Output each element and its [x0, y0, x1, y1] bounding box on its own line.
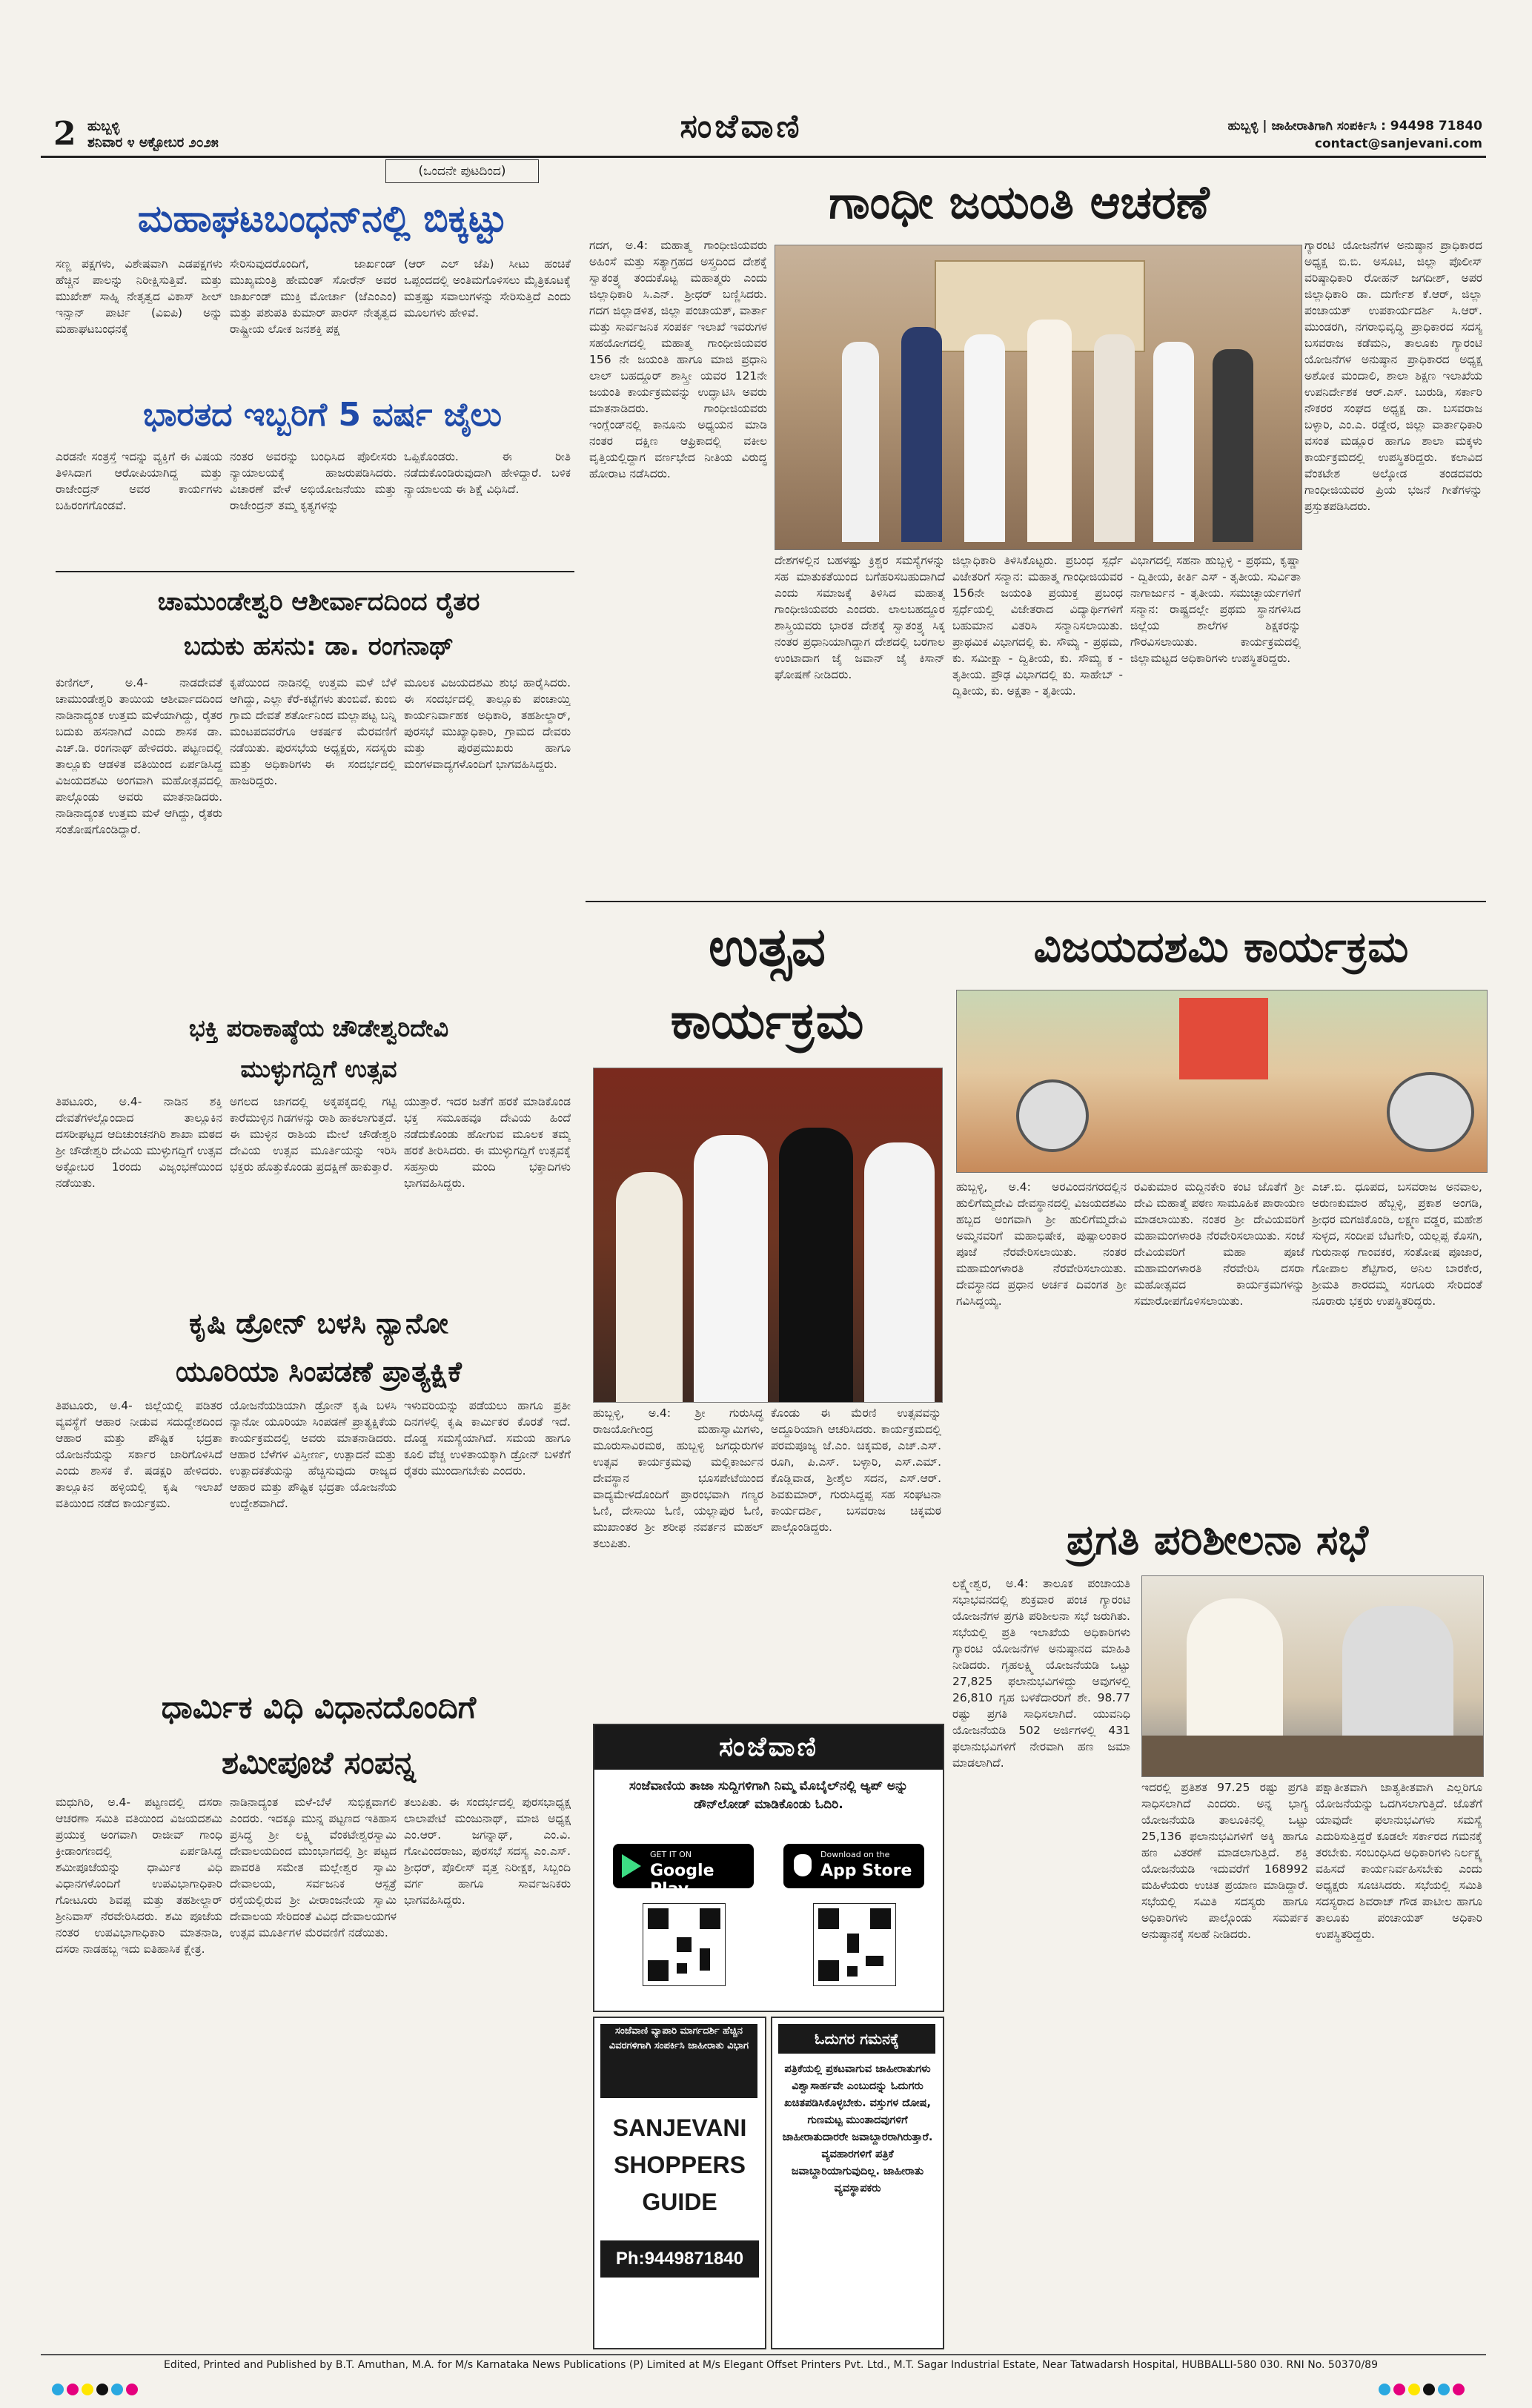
black-dot	[1423, 2384, 1435, 2395]
story5-col3: ಇಳುವರಿಯನ್ನು ಪಡೆಯಲು ಹಾಗೂ ಪ್ರತೀ ದಿನಗಳಲ್ಲಿ ಕೃಷಿ ಕಾರ್ಮಿಕರ ಕೊರತೆ ಇದೆ. ದೊಡ್ಡ ಸಮಸ್ಯೆಯಾಗಿದೆ. ಸಮಯ ಹಾಗೂ ಕೂಲಿ ವೆಚ್ಚ ಉಳಿತಾಯಕ್ಕಾಗಿ ಡ್ರೋನ್ ಬಳಕೆಗೆ ರೈತರು ಮುಂದಾಗಬೇಕು ಎಂದರು.	[404, 1399, 571, 1478]
qr-code-icon[interactable]	[643, 1903, 726, 1986]
shoppers-guide-ad[interactable]	[593, 2017, 766, 2349]
header-rule	[41, 156, 1486, 158]
story4-headline-line2: ಮುಳ್ಳುಗದ್ದಿಗೆ ಉತ್ಸವ	[240, 1055, 397, 1083]
story10-photo	[1141, 1575, 1484, 1777]
qr-cell	[700, 1948, 710, 1971]
story9-col1: ಹುಬ್ಬಳ್ಳಿ, ಅ.4: ಅರವಿಂದನಗರದಲ್ಲಿನ ಹುಲಿಗೆಮ್ಮದೇವಿ ದೇವಸ್ಥಾನದಲ್ಲಿ ವಿಜಯದಶಮಿ ಹಬ್ಬದ ಅಂಗವಾಗಿ ಶ್ರೀ ಹುಲಿಗೆಮ್ಮದೇವಿ ಅಮ್ಮನವರಿಗೆ ಮಹಾಭಿಷೇಕ, ಪುಷ್ಪಾಲಂಕಾರ ಪೂಜೆ ನೆರವೇರಿಸಲಾಯಿತು. ನಂತರ ಮಹಾಮಂಗಳಾರತಿ ನೆರವೇರಿಸಲಾಯಿತು. ದೇವಸ್ಥಾನದ ಪ್ರಧಾನ ಅರ್ಚಕ ದಿವಂಗತ ಶ್ರೀ ಗವಿಸಿದ್ದಯ್ಯ.	[956, 1180, 1127, 1308]
dateline-date: ಶನಿವಾರ ೪ ಅಕ್ಟೋಬರ ೨೦೨೫	[87, 135, 219, 150]
story3-col3: ಮೂಲಕ ವಿಜಯದಶಮಿ ಶುಭ ಹಾರೈಸಿದರು. ಈ ಸಂದರ್ಭದಲ್ಲಿ ತಾಲ್ಲೂಕು ಪಂಚಾಯ್ತಿ ಕಾರ್ಯನಿರ್ವಾಹಕ ಅಧಿಕಾರಿ, ತಹಶೀಲ್ದಾರ್, ಪುರಸಭೆ ಮುಖ್ಯಾಧಿಕಾರಿ, ಗ್ರಾಮದ ದೇವರು ಮತ್ತು ಪುರಪ್ರಮುಖರು ಹಾಗೂ ಮಂಗಳವಾದ್ಯಗಳೊಂದಿಗೆ ಭಾಗವಹಿಸಿದ್ದರು.	[404, 676, 571, 771]
story10-col-mid: ಇದರಲ್ಲಿ ಪ್ರತಿಶತ 97.25 ರಷ್ಟು ಪ್ರಗತಿ ಸಾಧಿಸಲಾಗಿದೆ ಎಂದರು. ಅನ್ನ ಭಾಗ್ಯ ಯೋಜನೆಯಡಿ ತಾಲೂಕಿನಲ್ಲಿ ಒಟ್ಟು 25,136 ಫಲಾನುಭವಿಗಳಿಗೆ ಅಕ್ಕಿ ಹಾಗೂ ಹಣ ವಿತರಣೆ ಮಾಡಲಾಗುತ್ತಿದೆ. ಶಕ್ತಿ ಯೋಜನೆಯಡಿ ಇದುವರೆಗೆ 168992 ಮಹಿಳೆಯರು ಉಚಿತ ಪ್ರಯಾಣ ಮಾಡಿದ್ದಾರೆ. ಸಭೆಯಲ್ಲಿ ಸಮಿತಿ ಸದಸ್ಯರು ಹಾಗೂ ಅಧಿಕಾರಿಗಳು ಪಾಲ್ಗೊಂಡು ಸಮರ್ಪಕ ಅನುಷ್ಠಾನಕ್ಕೆ ಸಲಹೆ ನೀಡಿದರು.	[1141, 1781, 1308, 1941]
story7-col-r: ವಿಭಾಗದಲ್ಲಿ ಸಹನಾ ಹುಬ್ಬಳ್ಳಿ - ಪ್ರಥಮ, ಕೃಷ್ಣಾ - ದ್ವಿತೀಯ, ಕೀರ್ತಿ ಎಸ್ - ತೃತೀಯ. ಸುರ್ವಿತಾ ನಾಗಾರ್ಜುನ - ತೃತೀಯ. ಸಮುಚ್ಛಾರ್ಯಗಳಿಗೆ ಸನ್ಮಾನ: ರಾಷ್ಟ್ರದಲ್ಲೇ ಪ್ರಥಮ ಸ್ಥಾನಗಳಿಸಿದ ಜಿಲ್ಲೆಯ ಶಾಲೆಗಳ ಶಿಕ್ಷಕರನ್ನು ಗೌರವಿಸಲಾಯಿತು. ಕಾರ್ಯಕ್ರಮದಲ್ಲಿ ಜಿಲ್ಲಾಮಟ್ಟದ ಅಧಿಕಾರಿಗಳು ಉಪಸ್ಥಿತರಿದ್ದರು.	[1130, 554, 1301, 665]
qr-marker	[648, 1908, 669, 1929]
story10-headline: ಪ್ರಗತಿ ಪರಿಶೀಲನಾ ಸಭೆ	[1066, 1516, 1369, 1564]
story9-col2: ರವಿಕುಮಾರ ಮದ್ದಿನಕೇರಿ ಕಂಟಿ ಜೊತೆಗೆ ಶ್ರೀ ದೇವಿ ಮಹಾತ್ಮೆ ಪಠಣ ಸಾಮೂಹಿಕ ಪಾರಾಯಣ ಮಾಡಲಾಯಿತು. ನಂತರ ಶ್ರೀ ದೇವಿಯವರಿಗೆ ಮಹಾಮಂಗಳಾರತಿ ನೆರವೇರಿಸಲಾಯಿತು. ಸಂಜೆ ದೇವಿಯವರಿಗೆ ಮಹಾ ಪೂಜೆ ಮಹಾಮಂಗಳಾರತಿ ನೆರವೇರಿಸಿ ದಸರಾ ಮಹೋತ್ಸವದ ಕಾರ್ಯಕ್ರಮಗಳನ್ನು ಸಮಾರೋಪಗೊಳಿಸಲಾಯಿತು.	[1134, 1180, 1304, 1308]
app-download-ad[interactable]	[593, 1724, 944, 2012]
story6-headline-line1: ಧಾರ್ಮಿಕ ವಿಧಿ ವಿಧಾನದೊಂದಿಗೆ	[161, 1689, 477, 1725]
story3-col1: ಕುಣಿಗಲ್, ಅ.4- ನಾಡದೇವತೆ ಚಾಮುಂಡೇಶ್ವರಿ ತಾಯಿಯ ಆಶೀರ್ವಾದದಿಂದ ನಾಡಿನಾದ್ಯಂತ ಉತ್ತಮ ಮಳೆಯಾಗಿದ್ದು, ರೈತರ ಬದುಕು ಹಸನಾಗಿದೆ ಎಂದು ಶಾಸಕ ಡಾ. ಎಚ್.ಡಿ. ರಂಗನಾಥ್ ಹೇಳಿದರು. ಪಟ್ಟಣದಲ್ಲಿ ತಾಲ್ಲೂಕು ಆಡಳಿತ ವತಿಯಿಂದ ಏರ್ಪಡಿಸಿದ್ದ ವಿಜಯದಶಮಿ ಅಂಗವಾಗಿ ಮಹೋತ್ಸವದಲ್ಲಿ ಪಾಲ್ಗೊಂಡು ಅವರು ಮಾತನಾಡಿದರು. ನಾಡಿನಾದ್ಯಂತ ಉತ್ತಮ ಮಳೆ ಆಗಿದ್ದು, ರೈತರು ಸಂತೋಷಗೊಂಡಿದ್ದಾರೆ.	[56, 676, 222, 836]
divider	[56, 571, 574, 572]
story3-headline-line1: ಚಾಮುಂಡೇಶ್ವರಿ ಆಶೀರ್ವಾದದಿಂದ ರೈತರ	[157, 587, 480, 617]
person-figure	[842, 342, 879, 542]
guide-phone[interactable]: Ph:9449871840	[600, 2240, 759, 2278]
cyan-dot	[52, 2384, 64, 2395]
story8-caption-col2: ಕೊಂಡು ಈ ಮೆರಣಿ ಉತ್ಸವವನ್ನು ಅದ್ದೂರಿಯಾಗಿ ಆಚರಿಸಿದರು. ಕಾರ್ಯಕ್ರಮದಲ್ಲಿ ಪರಮಪೂಜ್ಯ ಜೆ.ಎಂ. ಚಿಕ್ಕಮಠ, ಎಚ್.ಎಸ್. ರೂಗಿ, ಪಿ.ಎಸ್. ಬಳ್ಳಾರಿ, ಎಸ್.ಎಮ್. ಕೊಡ್ಲಿವಾಡ, ಶ್ರೀಶೈಲ ಸದನ, ಎಸ್.ಆರ್. ಶಿವಕುಮಾರ್, ಗುರುಸಿದ್ದಪ್ಪ ಸಹ ಸಂಘಟನಾ ಕಾರ್ಯದರ್ಶಿ, ಬಸವರಾಜ ಚಿಕ್ಕಮಠ ಪಾಲ್ಗೊಂಡಿದ್ದರು.	[771, 1406, 941, 1534]
guide-title1: SANJEVANI	[612, 2114, 747, 2141]
person-figure	[864, 1142, 935, 1402]
yellow-dot	[1408, 2384, 1420, 2395]
header-contact	[1141, 117, 1482, 153]
guide-title2: SHOPPERS	[614, 2151, 746, 2178]
person-figure	[779, 1128, 853, 1402]
story9-col3: ಎಚ್.ಬಿ. ಧೂಪದ, ಬಸವರಾಜ ಅನವಾಲ, ಅರುಣಕುಮಾರ ಹೆಬ್ಬಳ್ಳಿ, ಪ್ರಕಾಶ ಅಂಗಡಿ, ಶ್ರೀಧರ ಮಗಜಿಕೊಂಡಿ, ಲಕ್ಷ್ಮಣ ವಡ್ಡರ, ಮಹೇಶ ಸುಳ್ಳದ, ಸಂದೀಪ ಬೆಟಗೇರಿ, ಯಲ್ಲಪ್ಪ ಕೊಸಗಿ, ಗುರುನಾಥ ಗಾಂವಕರ, ಸಂತೋಷ ಪೂಜಾರ, ಗೋಪಾಲ ಶೆಟ್ಟಿಗಾರ, ಅನಿಲ ಬಾರಕೇರ, ಶ್ರೀಮತಿ ಶಾರದಮ್ಮ ಸಂಗೂರು ಸೇರಿದಂತೆ ನೂರಾರು ಭಕ್ತರು ಉಪಸ್ಥಿತರಿದ್ದರು.	[1312, 1180, 1482, 1308]
cyan-dot	[1438, 2384, 1450, 2395]
story7-photo	[775, 245, 1302, 550]
story5-col2: ಯೋಜನೆಯಡಿಯಾಗಿ ಡ್ರೋನ್ ಕೃಷಿ ಬಳಸಿ ನ್ಯಾನೋ ಯೂರಿಯಾ ಸಿಂಪಡಣೆ ಪ್ರಾತ್ಯಕ್ಷಿಕೆಯ ಕಾರ್ಯಕ್ರಮದಲ್ಲಿ ಅವರು ಮಾತನಾಡಿದರು. ಆಹಾರ ಬೆಳೆಗಳ ವಿಸ್ತೀರ್ಣ, ಉತ್ಪಾದನೆ ಮತ್ತು ಉತ್ಪಾದಕತೆಯನ್ನು ಹೆಚ್ಚಿಸುವುದು ರಾಜ್ಯದ ಆಹಾರ ಮತ್ತು ಪೌಷ್ಟಿಕ ಭದ್ರತಾ ಯೋಜನೆಯ ಉದ್ದೇಶವಾಗಿದೆ.	[230, 1399, 397, 1510]
story4-col2: ಅಗಲದ ಜಾಗದಲ್ಲಿ ಅಕ್ಕಪಕ್ಕದಲ್ಲಿ ಗಟ್ಟಿ ಕಾರೆಮುಳ್ಳಿನ ಗಿಡಗಳನ್ನು ರಾಶಿ ಹಾಕಲಾಗುತ್ತದೆ. ಈ ಮುಳ್ಳಿನ ರಾಶಿಯ ಮೇಲೆ ಚೌಡೇಶ್ವರಿ ದೇವಿಯ ಉತ್ಸವ ಮೂರ್ತಿಯನ್ನು ಇರಿಸಿ ಭಕ್ತರು ಹೊತ್ತುಕೊಂಡು ಪ್ರದಕ್ಷಿಣೆ ಹಾಕುತ್ತಾರೆ.	[230, 1095, 397, 1174]
apple-icon	[794, 1854, 812, 1876]
magenta-dot	[126, 2384, 138, 2395]
color-registration-left	[52, 2384, 141, 2398]
qr-marker	[818, 1960, 839, 1981]
story1-headline: ಮಹಾಘಟಬಂಧನ್‌ನಲ್ಲಿ ಬಿಕ್ಕಟ್ಟು	[137, 197, 508, 240]
story5-col1: ತಿಪಟೂರು, ಅ.4- ಜಿಲ್ಲೆಯಲ್ಲಿ ಪಡಿತರ ವ್ಯವಸ್ಥೆಗೆ ಆಹಾರ ನೀಡುವ ಸದುದ್ದೇಶದಿಂದ ಆಹಾರ ಮತ್ತು ಪೌಷ್ಟಿಕ ಭದ್ರತಾ ಯೋಜನೆಯನ್ನು ಸರ್ಕಾರ ಜಾರಿಗೊಳಿಸಿದೆ ಎಂದು ಶಾಸಕ ಕೆ. ಷಡಕ್ಷರಿ ಹೇಳಿದರು. ತಾಲ್ಲೂಕಿನ ಹಳ್ಳಿಯಲ್ಲಿ ಕೃಷಿ ಇಲಾಖೆ ವತಿಯಿಂದ ನಡೆದ ಕಾರ್ಯಕ್ರಮ.	[56, 1399, 222, 1510]
color-registration-right	[1379, 2384, 1468, 2398]
story6-headline-line2: ಶಮೀಪೂಜೆ ಸಂಪನ್ನ	[222, 1744, 416, 1781]
qr-marker	[818, 1908, 839, 1929]
story3-col2: ಕೃಪೆಯಿಂದ ನಾಡಿನಲ್ಲಿ ಉತ್ತಮ ಮಳೆ ಬೆಳೆ ಆಗಿದ್ದು, ಎಲ್ಲಾ ಕೆರೆ-ಕಟ್ಟೆಗಳು ತುಂಬಿವೆ. ಕುಂಬಿ ಗ್ರಾಮ ದೇವತೆ ಶರ್ತೋನಿಂದ ಮಲ್ಲಾಪಟ್ಟ ಬನ್ನಿ ಮಂಟಪದವರೆಗೂ ಆಕರ್ಷಕ ಮೆರವಣಿಗೆ ನಡೆಯಿತು. ಪುರಸಭೆಯ ಅಧ್ಯಕ್ಷರು, ಸದಸ್ಯರು ಮತ್ತು ಅಧಿಕಾರಿಗಳು ಈ ಸಂದರ್ಭದಲ್ಲಿ ಹಾಜರಿದ್ದರು.	[230, 676, 397, 787]
story8-caption-col1: ಹುಬ್ಬಳ್ಳಿ, ಅ.4: ಶ್ರೀ ಗುರುಸಿದ್ಧ ರಾಜಯೋಗೀಂದ್ರ ಮಹಾಸ್ವಾಮಿಗಳು, ಮೂರುಸಾವಿರಮಠ, ಹುಬ್ಬಳ್ಳಿ ಜಗದ್ಗುರುಗಳ ಉತ್ಸವ ಕಾರ್ಯಕ್ರಮವು ಮಲ್ಲಿಕಾರ್ಜುನ ದೇವಸ್ಥಾನ ಭೂಸಪೇಟೆಯಿಂದ ವಾದ್ಯಮೇಳದೊಂದಿಗೆ ಪ್ರಾರಂಭವಾಗಿ ಗಣ್ಯರ ಓಣಿ, ದೇಸಾಯಿ ಓಣಿ, ಯಲ್ಲಾಪುರ ಓಣಿ, ಮುಖಾಂತರ ಶ್ರೀ ಶರೀಫ ನವರ್ತನ ಮಹಲ್ ತಲುಪಿತು.	[593, 1406, 763, 1550]
footer-rule	[41, 2354, 1486, 2355]
story1-col2: ಸೇರಿಸುವುದರೊಂದಿಗೆ, ಜಾರ್ಖಂಡ್ ಮುಖ್ಯಮಂತ್ರಿ ಹೇಮಂತ್ ಸೋರೆನ್ ಅವರ ಜಾರ್ಖಂಡ್ ಮುಕ್ತಿ ಮೋರ್ಚಾ (ಜೆಎಂಎಂ) ಮತ್ತು ಪಶುಪತಿ ಕುಮಾರ್ ಪಾರಸ್ ನೇತೃತ್ವದ ರಾಷ್ಟ್ರೀಯ ಲೋಕ ಜನಶಕ್ತಿ ಪಕ್ಷ	[230, 257, 397, 336]
story6-col2: ನಾಡಿನಾದ್ಯಂತ ಮಳೆ-ಬೆಳೆ ಸುಭಿಕ್ಷವಾಗಲಿ ಎಂದರು. ಇದಕ್ಕೂ ಮುನ್ನ ಪಟ್ಟಣದ ಇತಿಹಾಸ ಪ್ರಸಿದ್ಧ ಶ್ರೀ ಲಕ್ಷ್ಮಿ ವೆಂಕಟೇಶ್ವರಸ್ವಾಮಿ ದೇವಾಲಯದಿಂದ ಮುಂಭಾಗದಲ್ಲಿ ಶ್ರೀ ಪಟ್ಟದ ಪಾವರತಿ ಸಮೇತ ಮಲ್ಲೇಶ್ವರ ಸ್ವಾಮಿ ದೇವಾಲಯ, ಸರ್ವಜನಿಕ ಆಸ್ಪತ್ರೆ ರಸ್ತೆಯಲ್ಲಿರುವ ಶ್ರೀ ವೀರಾಂಜನೇಯ ಸ್ವಾಮಿ ದೇವಾಲಯ ಸೇರಿದಂತೆ ವಿವಿಧ ದೇವಾಲಯಗಳ ಉತ್ಸವ ಮೂರ್ತಿಗಳ ಮೆರವಣಿಗೆ ನಡೆಯಿತು.	[230, 1796, 397, 1939]
person-figure	[1153, 342, 1194, 542]
qr-cell	[677, 1937, 692, 1952]
story6-col3: ತಲುಪಿತು. ಈ ಸಂದರ್ಭದಲ್ಲಿ ಪುರಸಭಾಧ್ಯಕ್ಷ ಲಾಲಾಪೇಟೆ ಮಂಜುನಾಥ್, ಮಾಜಿ ಅಧ್ಯಕ್ಷ ಎಂ.ಆರ್. ಜಗನ್ನಾಥ್, ಎಂ.ವಿ. ಗೋವಿಂದರಾಜು, ಪುರಸಭೆ ಸದಸ್ಯ ಎಂ.ಎಸ್. ಶ್ರೀಧರ್, ಪೊಲೀಸ್ ವೃತ್ತ ನಿರೀಕ್ಷಕ, ಸಿಬ್ಬಂದಿ ವರ್ಗ ಹಾಗೂ ಸಾರ್ವಜನಿಕರು ಭಾಗವಹಿಸಿದ್ದರು.	[404, 1796, 571, 1907]
magenta-dot	[1453, 2384, 1465, 2395]
story8-headline-line2: ಕಾರ್ಯಕ್ರಮ	[670, 992, 864, 1051]
person-figure	[901, 327, 942, 542]
person-figure	[1094, 334, 1135, 542]
ad-text: ಸಂಜೆವಾಣಿಯ ತಾಜಾ ಸುದ್ದಿಗಳಿಗಾಗಿ ನಿಮ್ಮ ಮೊಬೈಲ್‌ನಲ್ಲಿ ಆ್ಯಪ್ ಅನ್ನು ಡೌನ್‌ಲೋಡ್ ಮಾಡಿಕೊಂಡು ಓದಿರಿ.	[629, 1779, 909, 1812]
story4-col1: ತಿಪಟೂರು, ಅ.4- ನಾಡಿನ ಶಕ್ತಿ ದೇವತೆಗಳಲ್ಲೊಂದಾದ ತಾಲ್ಲೂಕಿನ ದಸರೀಘಟ್ಟದ ಆದಿಚುಂಚನಗಿರಿ ಶಾಖಾ ಮಠದ ಶ್ರೀ ಚೌಡೇಶ್ವರಿ ದೇವಿಯ ಮುಳ್ಳುಗದ್ದಿಗೆ ಉತ್ಸವ ಅಕ್ಟೋಬರ 1ರಂದು ವಿಜೃಂಭಣೆಯಿಂದ ನಡೆಯಿತು.	[56, 1095, 222, 1190]
story2-col2: ನಂತರ ಅವರನ್ನು ಬಂಧಿಸಿದ ಪೊಲೀಸರು ನ್ಯಾಯಾಲಯಕ್ಕೆ ಹಾಜರುಪಡಿಸಿದರು. ವಿಚಾರಣೆ ವೇಳೆ ಅಭಿಯೋಜನೆಯು ಮತ್ತು ರಾಜೇಂದ್ರನ್ ತಮ್ಮ ಕೃತ್ಯಗಳನ್ನು	[230, 450, 397, 512]
chariot-canopy	[1179, 998, 1268, 1079]
person-figure	[1213, 349, 1253, 542]
masthead-logo: ಸಂಜೆವಾಣಿ	[680, 108, 803, 145]
story6-col1: ಮಧುಗಿರಿ, ಅ.4- ಪಟ್ಟಣದಲ್ಲಿ ದಸರಾ ಆಚರಣಾ ಸಮಿತಿ ವತಿಯಿಂದ ವಿಜಯದಶಮಿ ಪ್ರಯುಕ್ತ ಅಂಗವಾಗಿ ರಾಜೀವ್ ಗಾಂಧಿ ಕ್ರೀಡಾಂಗಣದಲ್ಲಿ ಏರ್ಪಡಿಸಿದ್ದ ಶಮೀಪೂಜೆಯನ್ನು ಧಾರ್ಮಿಕ ವಿಧಿ ವಿಧಾನಗಳೊಂದಿಗೆ ಉಪವಿಭಾಗಾಧಿಕಾರಿ ಗೋಟೂರು ಶಿವಪ್ಪ ಮತ್ತು ತಹಶೀಲ್ದಾರ್ ಶ್ರೀನಿವಾಸ್ ನೆರವೇರಿಸಿದರು. ಶಮಿ ಪೂಜೆಯ ನಂತರ ಉಪವಿಭಾಗಾಧಿಕಾರಿ ಮಾತನಾಡಿ, ದಸರಾ ನಾಡಹಬ್ಬ ಇದು ಐತಿಹಾಸಿಕ ಕ್ಷೇತ್ರ.	[56, 1796, 222, 1956]
dateline-city: ಹುಬ್ಬಳ್ಳಿ	[87, 119, 120, 134]
magenta-dot	[67, 2384, 79, 2395]
qr-cell	[847, 1934, 859, 1953]
notice-title: ಓದುಗರ ಗಮನಕ್ಕೆ	[778, 2024, 935, 2054]
header-email[interactable]: contact@sanjevani.com	[1314, 136, 1482, 151]
story10-col-right: ಪಕ್ಷಾತೀತವಾಗಿ ಜಾತ್ಯತೀತವಾಗಿ ಎಲ್ಲರಿಗೂ ಯೋಜನೆಯನ್ನು ಒದಗಿಸಲಾಗುತ್ತಿದೆ. ಜೊತೆಗೆ ಯಾವುದೇ ಫಲಾನುಭವಿಗಳು ಸಮಸ್ಯೆ ಎದುರಿಸುತ್ತಿದ್ದರೆ ಕೂಡಲೇ ಸರ್ಕಾರದ ಗಮನಕ್ಕೆ ತರಬೇಕು. ಸಂಬಂಧಿಸಿದ ಅಧಿಕಾರಿಗಳು ನಿರ್ಲಕ್ಷ್ಯ ವಹಿಸದೆ ಕಾರ್ಯನಿರ್ವಹಿಸಬೇಕು ಎಂದು ಅಧ್ಯಕ್ಷರು ಸೂಚಿಸಿದರು. ಸಭೆಯಲ್ಲಿ ಸಮಿತಿ ಸದಸ್ಯರಾದ ಶಿವರಾಜ್ ಗೌಡ ಪಾಟೀಲ ಹಾಗೂ ತಾಲೂಕು ಪಂಚಾಯತ್ ಅಧಿಕಾರಿ ಉಪಸ್ಥಿತರಿದ್ದರು.	[1316, 1781, 1482, 1941]
reader-notice-ad	[771, 2017, 944, 2349]
app-store-small: Download on the	[820, 1850, 890, 1859]
story7-col-m1: ದೇಶಗಳಲ್ಲಿನ ಬಹಳಷ್ಟು ಕ್ರಿಶ್ಚರ ಸಮಸ್ಯೆಗಳನ್ನು ಸಹ ಮಾತುಕತೆಯಿಂದ ಬಗೆಹರಿಸಬಹುದಾಗಿದೆ ಎಂದು ಸಮಾಜಕ್ಕೆ ತಿಳಿಸಿದ ಮಹಾತ್ಮ ಗಾಂಧೀಜಿಯವರು ಎಂದರು. ಲಾಲಬಹದ್ದೂರ ಶಾಸ್ತ್ರಿಯವರು ಭಾರತ ದೇಶಕ್ಕೆ ಸ್ವಾತಂತ್ರ್ಯ ಸಿಕ್ಕ ನಂತರ ಪ್ರಧಾನಿಯಾಗಿದ್ದಾಗ ದೇಶದಲ್ಲಿ ಬರಗಾಲ ಉಂಟಾದಾಗ ಜೈ ಜವಾನ್ ಜೈ ಕಿಸಾನ್ ಘೋಷಣೆ ನೀಡಿದರು.	[775, 554, 945, 681]
qr-cell	[847, 1966, 858, 1977]
continued-tag: (ಒಂದನೇ ಪುಟದಿಂದ)	[385, 159, 539, 183]
story5-headline-line2: ಯೂರಿಯಾ ಸಿಂಪಡಣೆ ಪ್ರಾತ್ಯಕ್ಷಿಕೆ	[176, 1355, 462, 1388]
story2-headline: ಭಾರತದ ಇಬ್ಬರಿಗೆ 5 ವರ್ಷ ಜೈಲು	[142, 396, 503, 434]
qr-cell	[866, 1956, 883, 1966]
app-store-big: App Store	[820, 1862, 912, 1880]
divider	[586, 901, 1486, 902]
qr-code-icon[interactable]	[813, 1903, 896, 1986]
qr-marker	[700, 1908, 720, 1929]
story2-col3: ಒಪ್ಪಿಕೊಂಡರು. ಈ ರೀತಿ ನಡೆದುಕೊಂಡಿರುವುದಾಗಿ ಹೇಳಿದ್ದಾರೆ. ಬಳಿಕ ನ್ಯಾಯಾಲಯ ಈ ಶಿಕ್ಷೆ ವಿಧಿಸಿದೆ.	[404, 450, 571, 496]
google-play-big: Google Play	[650, 1862, 714, 1899]
person-figure	[694, 1135, 768, 1402]
guide-top: ಸಂಜೆವಾಣಿ ವ್ಯಾಪಾರಿ ಮಾರ್ಗದರ್ಶಿ ಹೆಚ್ಚಿನ ವಿವರಗಳಿಗಾಗಿ ಸಂಪರ್ಕಿಸಿ ಜಾಹೀರಾತು ವಿಭಾಗ	[600, 2024, 757, 2098]
cyan-dot	[1379, 2384, 1390, 2395]
story8-headline-line1: ಉತ್ಸವ	[709, 916, 826, 978]
story2-col1: ಎರಡನೇ ಸಂತ್ರಸ್ತೆ ಇದನ್ನು ವ್ಯಕ್ತಿಗೆ ಈ ವಿಷಯ ತಿಳಿಸಿದಾಗ ಆರೋಪಿಯಾಗಿದ್ದ ಮತ್ತು ರಾಜೇಂದ್ರನ್ ಅವರ ಕಾರ್ಯಗಳು ಬಹಿರಂಗಗೊಂಡವೆ.	[56, 450, 222, 512]
header-ad-contact: ಹುಬ್ಬಳ್ಳಿ | ಜಾಹೀರಾತಿಗಾಗಿ ಸಂಪರ್ಕಿಸಿ : 94498 71840	[1227, 119, 1482, 133]
black-dot	[96, 2384, 108, 2395]
story3-headline-line2: ಬದುಕು ಹಸನು: ಡಾ. ರಂಗನಾಥ್	[183, 632, 454, 661]
story7-headline: ಗಾಂಧೀ ಜಯಂತಿ ಆಚರಣೆ	[829, 175, 1210, 229]
story7-col-left: ಗದಗ, ಅ.4: ಮಹಾತ್ಮ ಗಾಂಧೀಜಿಯವರು ಅಹಿಂಸೆ ಮತ್ತು ಸತ್ಯಾಗ್ರಹದ ಅಸ್ತ್ರದಿಂದ ದೇಶಕ್ಕೆ ಸ್ವಾತಂತ್ರ್ಯ ತಂದುಕೊಟ್ಟ ಮಹಾತ್ಮರು ಎಂದು ಜಿಲ್ಲಾಧಿಕಾರಿ ಸಿ.ಎನ್. ಶ್ರೀಧರ್ ಬಣ್ಣಿಸಿದರು. ಗದಗ ಜಿಲ್ಲಾಡಳಿತ, ಜಿಲ್ಲಾ ಪಂಚಾಯತ್, ವಾರ್ತಾ ಮತ್ತು ಸಾರ್ವಜನಿಕ ಸಂಪರ್ಕ ಇಲಾಖೆ ಇವರುಗಳ ಸಹಯೋಗದಲ್ಲಿ ಮಹಾತ್ಮ ಗಾಂಧೀಜಿಯವರ 156 ನೇ ಜಯಂತಿ ಹಾಗೂ ಮಾಜಿ ಪ್ರಧಾನಿ ಲಾಲ್ ಬಹದ್ದೂರ್ ಶಾಸ್ತ್ರೀ ಯವರ 121ನೇ ಜಯಂತಿ ಕಾರ್ಯಕ್ರಮವನ್ನು ಉದ್ಘಾಟಿಸಿ ಅವರು ಮಾತನಾಡಿದರು. ಗಾಂಧೀಜಿಯವರು ಇಂಗ್ಲೆಂಡ್‌ನಲ್ಲಿ ಕಾನೂನು ಅಧ್ಯಯನ ಮಾಡಿ ನಂತರ ದಕ್ಷಿಣ ಆಫ್ರಿಕಾದಲ್ಲಿ ವಕೀಲ ವೃತ್ತಿಯಲ್ಲಿದ್ದಾಗ ವರ್ಣಭೇದ ನೀತಿಯ ವಿರುದ್ಧ ಹೋರಾಟ ನಡೆಸಿದರು.	[589, 239, 767, 480]
person-figure	[616, 1172, 683, 1402]
footer-imprint: Edited, Printed and Published by B.T. Amuthan, M.A. for M/s Karnataka News Publications (P) Limited at M/s Elegant Offset Printers Pvt. Ltd., M.T. Sagar Industrial Estate, Near Tatwadarsh Hospital, HUBBALLI-580 030. RNI No. 50370/89	[163, 2359, 1378, 2371]
google-play-button[interactable]	[613, 1844, 754, 1899]
person-figure	[964, 334, 1005, 542]
qr-cell	[677, 1963, 687, 1974]
notice-body: ಪತ್ರಿಕೆಯಲ್ಲಿ ಪ್ರಕಟವಾಗುವ ಜಾಹೀರಾತುಗಳು ವಿಶ್ವಾಸಾರ್ಹವೇ ಎಂಬುದನ್ನು ಓದುಗರು ಖಚಿತಪಡಿಸಿಕೊಳ್ಳಬೇಕು. ವಸ್ತುಗಳ ದೋಷ, ಗುಣಮಟ್ಟ ಮುಂತಾದವುಗಳಿಗೆ ಜಾಹೀರಾತುದಾರರೇ ಜವಾಬ್ದಾರರಾಗಿರುತ್ತಾರೆ. ವ್ಯವಹಾರಗಳಿಗೆ ಪತ್ರಿಕೆ ಜವಾಬ್ದಾರಿಯಾಗುವುದಿಲ್ಲ. ಜಾಹೀರಾತು ವ್ಯವಸ್ಥಾಪಕರು	[782, 2063, 933, 2194]
yellow-dot	[82, 2384, 93, 2395]
story7-col-far: ಗ್ಯಾರಂಟಿ ಯೋಜನೆಗಳ ಅನುಷ್ಠಾನ ಪ್ರಾಧಿಕಾರದ ಅಧ್ಯಕ್ಷ ಬಿ.ಬಿ. ಅಸೂಟಿ, ಜಿಲ್ಲಾ ಪೊಲೀಸ್ ವರಿಷ್ಠಾಧಿಕಾರಿ ರೋಹನ್ ಜಗದೀಶ್, ಅಪರ ಜಿಲ್ಲಾಧಿಕಾರಿ ಡಾ. ದುರ್ಗೇಶ ಕೆ.ಆರ್, ಜಿಲ್ಲಾ ಪಂಚಾಯತ್ ಉಪಕಾರ್ಯದರ್ಶಿ ಸಿ.ಆರ್. ಮುಂಡರಗಿ, ನಗರಾಭಿವೃದ್ಧಿ ಪ್ರಾಧಿಕಾರದ ಸದಸ್ಯ ಬಸವರಾಜ ಕಡೆಮನಿ, ತಾಲೂಕು ಗ್ಯಾರಂಟಿ ಯೋಜನೆಗಳ ಅನುಷ್ಠಾನ ಪ್ರಾಧಿಕಾರದ ಅಧ್ಯಕ್ಷ ಅಶೋಕ ಮಂದಾಲಿ, ಶಾಲಾ ಶಿಕ್ಷಣ ಇಲಾಖೆಯ ಉಪನಿರ್ದೇಶಕ ಆರ್.ಎಸ್. ಬುರುಡಿ, ಸರ್ಕಾರಿ ನೌಕರರ ಸಂಘದ ಅಧ್ಯಕ್ಷ ಡಾ. ಬಸವರಾಜ ಬಳ್ಳಾರಿ, ಎಂ.ಎ. ರಡ್ಡೇರ, ಜಿಲ್ಲಾ ವಾರ್ತಾಧಿಕಾರಿ ವಸಂತ ಮಡ್ಲೂರ ಹಾಗೂ ಶಾಲಾ ಮಕ್ಕಳು ಕಾರ್ಯಕ್ರಮದಲ್ಲಿ ಉಪಸ್ಥಿತರಿದ್ದರು. ಕಲಾವಿದ ವೆಂಕಟೇಶ ಅಲ್ಕೋಡ ತಂಡದವರು ಗಾಂಧೀಜಿಯವರ ಪ್ರಿಯ ಭಜನೆ ಗೀತೆಗಳನ್ನು ಪ್ರಸ್ತುತಪಡಿಸಿದರು.	[1304, 239, 1482, 513]
story4-headline-line1: ಭಕ್ತಿ ಪರಾಕಾಷ್ಠೆಯ ಚೌಡೇಶ್ವರಿದೇವಿ	[188, 1014, 449, 1042]
drum	[1016, 1079, 1089, 1152]
qr-marker	[648, 1960, 669, 1981]
play-store-icon	[622, 1854, 641, 1878]
story8-photo	[593, 1068, 943, 1403]
qr-marker	[870, 1908, 891, 1929]
story9-photo	[956, 990, 1488, 1173]
app-store-button[interactable]	[783, 1844, 924, 1888]
table	[1142, 1736, 1483, 1776]
magenta-dot	[1393, 2384, 1405, 2395]
cyan-dot	[111, 2384, 123, 2395]
story9-headline: ವಿಜಯದಶಮಿ ಕಾರ್ಯಕ್ರಮ	[1033, 922, 1409, 972]
ad-logo: ಸಂಜೆವಾಣಿ	[718, 1732, 818, 1762]
dateline	[87, 119, 219, 151]
person-figure	[1027, 320, 1072, 542]
google-play-small: GET IT ON	[650, 1850, 692, 1859]
story7-col-m2: ಜಿಲ್ಲಾಧಿಕಾರಿ ತಿಳಿಸಿಕೊಟ್ಟರು. ಪ್ರಬಂಧ ಸ್ಪರ್ಧೆ ವಿಜೇತರಿಗೆ ಸನ್ಮಾನ: ಮಹಾತ್ಮ ಗಾಂಧೀಜಿಯವರ 156ನೇ ಜಯಂತಿ ಪ್ರಯುಕ್ತ ಪ್ರಬಂಧ ಸ್ಪರ್ಧೆಯಲ್ಲಿ ವಿಜೇತರಾದ ವಿದ್ಯಾರ್ಥಿಗಳಿಗೆ ಬಹುಮಾನ ವಿತರಿಸಿ ಸನ್ಮಾನಿಸಲಾಯಿತು. ಪ್ರಾಥಮಿಕ ವಿಭಾಗದಲ್ಲಿ ಕು. ಸೌಮ್ಯ - ಪ್ರಥಮ, ಕು. ಸಮೀಕ್ಷಾ - ದ್ವಿತೀಯ, ಕು. ಸೌಮ್ಯ ಕ - ತೃತೀಯ. ಪ್ರೌಢ ವಿಭಾಗದಲ್ಲಿ ಕು. ಸಾಹೇಬ್ - ದ್ವಿತೀಯ, ಕು. ಅಕ್ಷತಾ - ತೃತೀಯ.	[952, 554, 1123, 698]
story1-col3: (ಆರ್ ಎಲ್ ಜೆಪಿ) ಸೀಟು ಹಂಚಿಕೆ ಒಪ್ಪಂದದಲ್ಲಿ ಅಂತಿಮಗೊಳಿಸಲು ಮೈತ್ರಿಕೂಟಕ್ಕೆ ಮತ್ತಷ್ಟು ಸವಾಲುಗಳನ್ನು ಸೇರಿಸುತ್ತಿದೆ ಎಂದು ಮೂಲಗಳು ಹೇಳಿವೆ.	[404, 257, 571, 320]
story10-col-left: ಲಕ್ಷ್ಮೇಶ್ವರ, ಅ.4: ತಾಲೂಕ ಪಂಚಾಯತಿ ಸಭಾಭವನದಲ್ಲಿ ಶುಕ್ರವಾರ ಪಂಚ ಗ್ಯಾರಂಟಿ ಯೋಜನೆಗಳ ಪ್ರಗತಿ ಪರಿಶೀಲನಾ ಸಭೆ ಜರುಗಿತು. ಸಭೆಯಲ್ಲಿ ಪ್ರತಿ ಇಲಾಖೆಯ ಅಧಿಕಾರಿಗಳು ಗ್ಯಾರಂಟಿ ಯೋಜನೆಗಳ ಅನುಷ್ಠಾನದ ಮಾಹಿತಿ ನೀಡಿದರು. ಗೃಹಲಕ್ಷ್ಮಿ ಯೋಜನೆಯಡಿ ಒಟ್ಟು 27,825 ಫಲಾನುಭವಿಗಳಿದ್ದು ಅವುಗಳಲ್ಲಿ 26,810 ಗೃಹ ಬಳಕೆದಾರರಿಗೆ ಶೇ. 98.77 ರಷ್ಟು ಪ್ರಗತಿ ಸಾಧಿಸಲಾಗಿದೆ. ಯುವನಿಧಿ ಯೋಜನೆಯಡಿ 502 ಅರ್ಜಿಗಳಲ್ಲಿ 431 ಫಲಾನುಭವಿಗಳಿಗೆ ನೇರವಾಗಿ ಹಣ ಜಮಾ ಮಾಡಲಾಗಿದೆ.	[952, 1577, 1130, 1770]
story1-col1: ಸಣ್ಣ ಪಕ್ಷಗಳು, ವಿಶೇಷವಾಗಿ ಎಡಪಕ್ಷಗಳು ಹೆಚ್ಚಿನ ಪಾಲನ್ನು ನಿರೀಕ್ಷಿಸುತ್ತಿವೆ. ಮತ್ತು ಮುಖೇಶ್ ಸಾಹ್ನಿ ನೇತೃತ್ವದ ವಿಕಾಸ್ ಶೀಲ್ ಇನ್ಸಾನ್ ಪಾರ್ಟಿ (ವಿಐಪಿ) ಅನ್ನು ಮಹಾಘಟಬಂಧನಕ್ಕೆ	[56, 257, 222, 336]
story5-headline-line1: ಕೃಷಿ ಡ್ರೋನ್ ಬಳಸಿ ನ್ಯಾನೋ	[189, 1307, 448, 1340]
story4-col3: ಯುತ್ತಾರೆ. ಇದರ ಜತೆಗೆ ಹರಕೆ ಮಾಡಿಕೊಂಡ ಭಕ್ತ ಸಮೂಹವೂ ದೇವಿಯ ಹಿಂದೆ ನಡೆದುಕೊಂಡು ಹೋಗುವ ಮೂಲಕ ತಮ್ಮ ಹರಕೆ ತೀರಿಸಿದರು. ಈ ಮುಳ್ಳುಗದ್ದಿಗೆ ಉತ್ಸವಕ್ಕೆ ಸಹಸ್ರಾರು ಮಂದಿ ಭಕ್ತಾದಿಗಳು ಭಾಗವಹಿಸಿದ್ದರು.	[404, 1095, 571, 1190]
drum	[1387, 1072, 1474, 1152]
page-number: 2	[53, 115, 76, 153]
guide-title3: GUIDE	[642, 2189, 717, 2215]
